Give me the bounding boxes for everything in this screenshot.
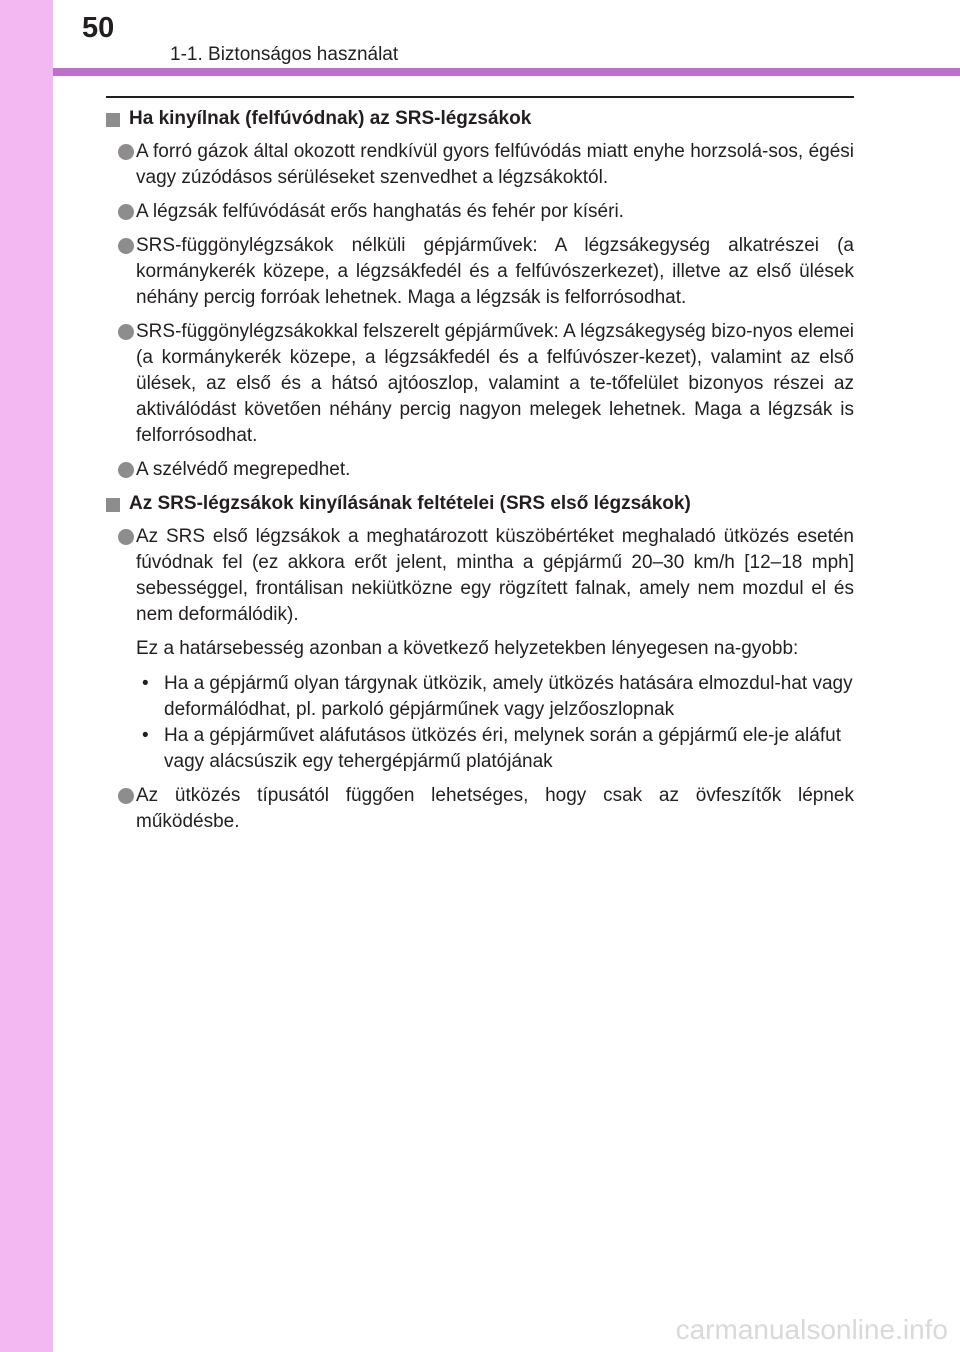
section-heading-text: Ha kinyílnak (felfúvódnak) az SRS-légzsákok <box>129 108 532 129</box>
header-rule <box>53 68 960 76</box>
sub-list-item <box>106 723 854 775</box>
square-bullet-icon <box>106 498 120 512</box>
circle-bullet-icon <box>118 529 134 545</box>
list-item-text: A szélvédő megrepedhet. <box>136 459 351 480</box>
list-item-text: SRS-függönylégzsákok nélküli gépjárművek: A légzsákegység alkatrészei (a kormánykerék közepe, a légzsákfedél és a felfúvószerkezet), illetve az első ülések néhány percig forróak lehetnek. Maga a légzsák is felforrósodhat. <box>136 235 854 308</box>
dot-bullet-icon: • <box>142 725 149 746</box>
page-content <box>106 106 854 843</box>
list-item <box>106 233 854 311</box>
dot-bullet-icon: • <box>142 673 149 694</box>
content-rule <box>106 96 854 98</box>
list-item <box>106 524 854 628</box>
sub-list-item-text: Ha a gépjármű olyan tárgynak ütközik, amely ütközés hatására elmozdul-hat vagy deformálódhat, pl. parkoló gépjárműnek vagy jelzőoszlopnak <box>164 673 853 720</box>
circle-bullet-icon <box>118 462 134 478</box>
list-item-text: SRS-függönylégzsákokkal felszerelt gépjárművek: A légzsákegység bizo-nyos elemei (a kormánykerék közepe, a légzsákfedél és a felfúvószer-kezet), valamint az első ülések, az első és a hátsó ajtóoszlop, valamint a te-tőfelület bizonyos részei az aktiválódást követően néhány percig nagyon melegek lehetnek. Maga a légzsák is felforrósodhat. <box>136 321 854 446</box>
section-heading <box>106 106 854 132</box>
sub-list <box>106 671 854 775</box>
circle-bullet-icon <box>118 324 134 340</box>
list-item <box>106 199 854 225</box>
circle-bullet-icon <box>118 144 134 160</box>
watermark: carmanualsonline.info <box>675 1314 948 1345</box>
paragraph: Ez a határsebesség azonban a következő helyzetekben lényegesen na-gyobb: <box>136 638 799 659</box>
sub-list-item <box>106 671 854 723</box>
circle-bullet-icon <box>118 204 134 220</box>
side-tab <box>0 0 53 1352</box>
circle-bullet-icon <box>118 788 134 804</box>
circle-bullet-icon <box>118 238 134 254</box>
section-heading-text: Az SRS-légzsákok kinyílásának feltételei (SRS első légzsákok) <box>129 493 691 514</box>
list-item-text: Az SRS első légzsákok a meghatározott küszöbértéket meghaladó ütközés esetén fúvódnak fel (ez akkora erőt jelent, mintha a gépjármű 20–30 km/h [12–18 mph] sebességgel, frontálisan nekiütközne egy rögzített falnak, amely nem mozdul el és nem deformálódik). <box>136 526 854 625</box>
list-item <box>106 457 854 483</box>
section-title: 1-1. Biztonságos használat <box>170 44 399 65</box>
square-bullet-icon <box>106 113 120 127</box>
list-item-text: Az ütközés típusától függően lehetséges, hogy csak az övfeszítők lépnek működésbe. <box>136 785 854 832</box>
list-item-text: A légzsák felfúvódását erős hanghatás és fehér por kíséri. <box>136 201 624 222</box>
section-heading <box>106 491 854 517</box>
list-item-text: A forró gázok által okozott rendkívül gyors felfúvódás miatt enyhe horzsolá-sos, égési vagy zúzódásos sérüléseket szenvedhet a légzsákoktól. <box>136 141 854 188</box>
list-item <box>106 783 854 835</box>
page-number: 50 <box>82 12 115 44</box>
list-item <box>106 319 854 449</box>
list-item <box>106 139 854 191</box>
sub-list-item-text: Ha a gépjárművet aláfutásos ütközés éri, melynek során a gépjármű ele-je aláfut vagy alácsúszik egy tehergépjármű platójának <box>164 725 841 772</box>
